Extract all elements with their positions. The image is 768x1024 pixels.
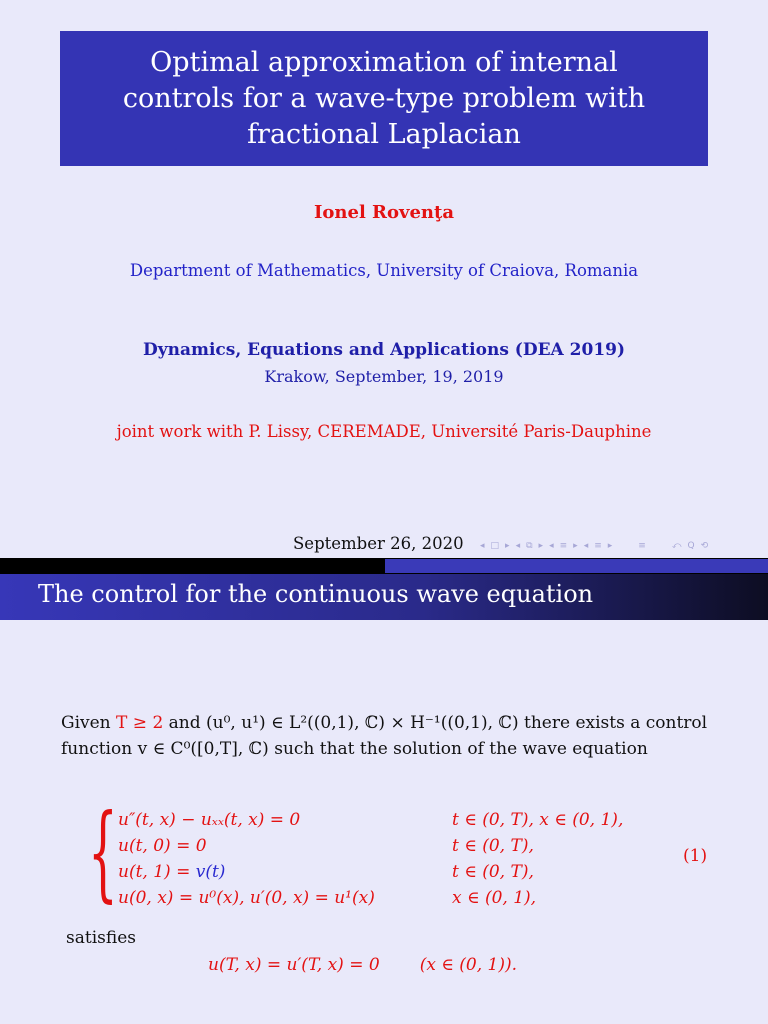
- system-row: [118, 859, 658, 885]
- equation-number: (1): [683, 846, 708, 866]
- beamer-navigation-bar: [480, 537, 708, 555]
- final-condition: [208, 955, 517, 975]
- nav-search-icon[interactable]: Q: [687, 541, 695, 551]
- nav-next-subsection-icon[interactable]: ▸: [538, 541, 544, 551]
- intro-paragraph: [61, 710, 721, 762]
- nav-forward-icon[interactable]: ⟲: [700, 541, 709, 551]
- joint-work: joint work with P. Lissy, CEREMADE, Université Paris-Dauphine: [116, 422, 652, 441]
- system-row-domain: t ∈ (0, T),: [452, 836, 534, 856]
- system-row: [118, 885, 658, 911]
- department: Department of Mathematics, University of Craiova, Romania: [129, 261, 639, 280]
- intro-text-2: and (u⁰, u¹) ∈ L²((0,1), ℂ) × H⁻¹((0,1), ℂ) there exists a control function v ∈ C⁰([0,T], ℂ) such that the solution of the wave equation: [61, 713, 708, 759]
- nav-next-frame-icon[interactable]: ▸: [505, 541, 510, 551]
- nav-section-icon[interactable]: ≡: [559, 541, 568, 551]
- author: Ionel Rovenţa: [313, 202, 454, 223]
- nav-part-icon[interactable]: ≡: [594, 541, 602, 551]
- system-brace: {: [88, 791, 118, 913]
- nav-prev-part-icon[interactable]: ◂: [583, 541, 589, 551]
- final-condition-domain: (x ∈ (0, 1)).: [419, 955, 518, 975]
- presentation-date: September 26, 2020: [293, 534, 464, 553]
- satisfies-text: satisfies: [66, 928, 136, 948]
- intro-T-condition: T ≥ 2: [116, 713, 164, 733]
- nav-prev-subsection-icon[interactable]: ◂: [515, 541, 521, 551]
- system-row-domain: t ∈ (0, T),: [452, 862, 534, 882]
- frame-title-bar: [0, 574, 768, 620]
- system-row-equation: u(t, 0) = 0: [118, 836, 207, 856]
- title-line-2: controls for a wave-type problem with: [122, 82, 646, 114]
- system-row-equation: [118, 859, 225, 885]
- nav-back-icon[interactable]: ⤺: [671, 541, 682, 551]
- nav-frame-icon[interactable]: □: [490, 541, 500, 551]
- system-row-equation: u″(t, x) − uₓₓ(t, x) = 0: [118, 810, 301, 830]
- conference-place-date: Krakow, September, 19, 2019: [264, 367, 504, 386]
- nav-next-part-icon[interactable]: ▸: [607, 541, 613, 551]
- nav-next-section-icon[interactable]: ▸: [573, 541, 578, 551]
- boundary-condition-lhs: u(t, 1) =: [118, 862, 196, 882]
- system-row: [118, 833, 658, 859]
- conference-name: Dynamics, Equations and Applications (DEA 2019): [142, 340, 626, 360]
- wave-equation-system: [118, 807, 658, 911]
- nav-prev-frame-icon[interactable]: ◂: [480, 541, 485, 551]
- frame-title: The control for the continuous wave equation: [38, 580, 594, 608]
- system-row-domain: t ∈ (0, T), x ∈ (0, 1),: [452, 810, 624, 830]
- title-box: [60, 31, 708, 166]
- final-condition-equation: u(T, x) = u′(T, x) = 0: [208, 955, 380, 975]
- title-line-3: fractional Laplacian: [247, 118, 521, 150]
- system-row-domain: x ∈ (0, 1),: [452, 888, 537, 908]
- slide-separator-accent: [385, 559, 768, 573]
- title-line-1: Optimal approximation of internal: [150, 46, 618, 78]
- nav-toc-icon[interactable]: ≡: [638, 541, 646, 551]
- intro-text-1: Given: [61, 713, 117, 733]
- system-row-equation: u(0, x) = u⁰(x), u′(0, x) = u¹(x): [118, 888, 375, 908]
- system-row: [118, 807, 658, 833]
- nav-subsection-icon[interactable]: ⧉: [526, 541, 533, 551]
- control-function: v(t): [195, 862, 226, 882]
- nav-prev-section-icon[interactable]: ◂: [549, 541, 554, 551]
